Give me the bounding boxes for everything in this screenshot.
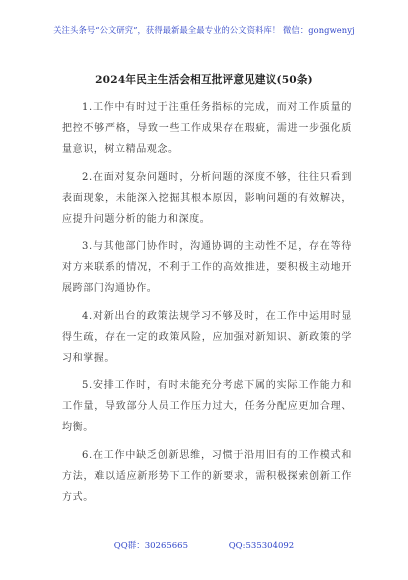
paragraph: 3.与其他部门协作时，沟通协调的主动性不足，存在等待对方来联系的情况，不利于工作的高效推进，要积极主动地开展跨部门沟通协作。 [62, 241, 352, 294]
paragraph: 2.在面对复杂问题时，分析问题的深度不够，往往只看到表面现象，未能深入挖掘其根本原因，影响问题的有效解决，应提升问题分析的能力和深度。 [62, 171, 352, 225]
promo-banner: 关注头条号“公文研究”，获得最新最全最专业的公文资料库！ 微信：gongwenyj [53, 25, 355, 35]
paragraph: 5.安排工作时，有时未能充分考虑下属的实际工作能力和工作量，导致部分人员工作压力过大，任务分配应更加合理、均衡。 [62, 380, 352, 433]
contact-footer [0, 539, 408, 551]
qq-group-number: QQ群：30265665 [113, 541, 188, 551]
qq-contact-number: QQ:535304092 [228, 541, 295, 551]
paragraph: 1.工作中有时过于注重任务指标的完成，而对工作质量的把控不够严格，导致一些工作成果存在瑕疵，需进一步强化质量意识，树立精品观念。 [62, 102, 352, 155]
paragraph: 4.对新出台的政策法规学习不够及时，在工作中运用时显得生疏，存在一定的政策风险，应加强对新知识、新政策的学习和掌握。 [62, 310, 352, 364]
document-title: 2024年民主生活会相互批评意见建议(50条) [95, 74, 313, 86]
paragraph: 6.在工作中缺乏创新思维，习惯于沿用旧有的工作模式和方法，难以适应新形势下工作的新要求，需积极探索创新工作方式。 [62, 449, 352, 503]
document-body [62, 97, 352, 514]
